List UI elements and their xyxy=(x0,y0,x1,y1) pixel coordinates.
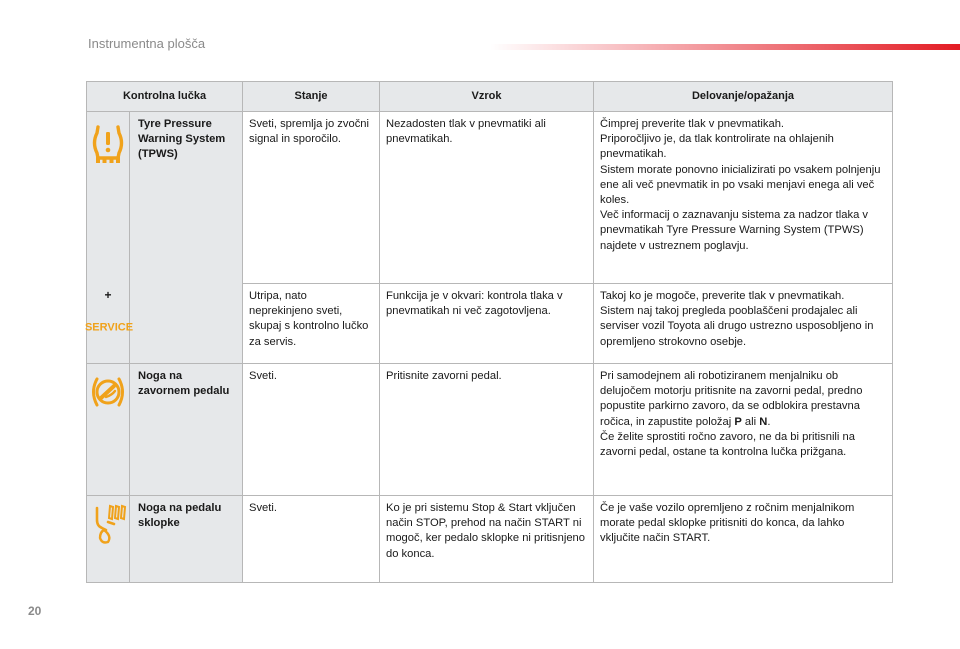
column-header-cause: Vzrok xyxy=(380,82,594,112)
page-number: 20 xyxy=(28,604,42,618)
tpws-action-2: Takoj ko je mogoče, preverite tlak v pnevmatikah. Sistem naj takoj pregleda pooblaščeni prodajalec ali serviser vozil Toyota ali drugo ustrezno usposobljeno in opremljeno strokovno osebje. xyxy=(594,284,893,364)
table-row xyxy=(87,112,893,284)
brake-action-dot: . xyxy=(767,415,771,428)
clutch-name: Noga na pedalu sklopke xyxy=(130,496,243,583)
brake-action xyxy=(594,364,893,496)
brake-action-text: Pri samodejnem ali robotiziranem menjalniku ob delujočem motorju pritisnite na zavorni pedal, predno popustite parkirno zavoro, da se odblokira prestavna ročica, in zapustite položaj xyxy=(600,370,863,428)
column-header-state: Stanje xyxy=(243,82,380,112)
brake-state: Sveti. xyxy=(243,364,380,496)
brake-icon-cell xyxy=(87,364,130,496)
clutch-action: Če je vaše vozilo opremljeno z ročnim menjalnikom morate pedal sklopke pritisniti do konca, da lahko vključite način START. xyxy=(594,496,893,583)
tpws-warning-icon xyxy=(89,121,127,165)
tpws-action-1: Čimprej preverite tlak v pnevmatikah. Priporočljivo je, da tlak kontrolirate na ohlajenih pnevmatikah. Sistem morate ponovno inicializirati po vsakem polnjenju ene ali več pnevmatik in po vsaki menjavi enega ali več koles. Več informacij o zaznavanju sistema za nadzor tlaka v pnevmatikah Tyre Pressure Warning System (TPWS) najdete v ustreznem poglavju. xyxy=(594,112,893,284)
column-header-light: Kontrolna lučka xyxy=(87,82,243,112)
tpws-cause-1: Nezadosten tlak v pnevmatiki ali pnevmatikah. xyxy=(380,112,594,284)
brake-action-ali: ali xyxy=(741,415,760,428)
table-row xyxy=(87,364,893,496)
clutch-icon-cell xyxy=(87,496,130,583)
warning-lights-table xyxy=(86,81,893,583)
brake-cause: Pritisnite zavorni pedal. xyxy=(380,364,594,496)
tpws-icon-cell xyxy=(84,112,134,364)
clutch-cause: Ko je pri sistemu Stop & Start vključen način STOP, prehod na način START ni mogoč, ker pedalo sklopke ni pritisnjeno do konca. xyxy=(380,496,594,583)
table-header-row xyxy=(87,82,893,112)
tpws-cause-2: Funkcija je v okvari: kontrola tlaka v pnevmatikah ni več zagotovljena. xyxy=(380,284,594,364)
svg-text:SERVICE: SERVICE xyxy=(84,321,134,334)
tpws-state-2: Utripa, nato neprekinjeno sveti, skupaj s kontrolno lučko za servis. xyxy=(243,284,380,364)
brake-name: Noga na zavornem pedalu xyxy=(130,364,243,496)
clutch-state: Sveti. xyxy=(243,496,380,583)
header-accent-bar xyxy=(490,44,960,50)
gear-p: P xyxy=(734,415,742,428)
tpws-name: Tyre Pressure Warning System (TPWS) xyxy=(130,112,243,364)
clutch-foot-icon xyxy=(88,502,128,546)
brake-foot-icon xyxy=(89,375,127,409)
column-header-action: Delovanje/opažanja xyxy=(594,82,893,112)
brake-action-note: Če želite sprostiti ročno zavoro, ne da bi pritisnili na zavorni pedal, ostane ta kontrolna lučka prižgana. xyxy=(600,430,855,459)
plus-sign: + xyxy=(104,288,112,302)
section-title: Instrumentna plošča xyxy=(88,36,206,51)
gear-n: N xyxy=(759,415,768,428)
service-icon xyxy=(84,319,134,334)
tpws-state-1: Sveti, spremlja jo zvočni signal in sporočilo. xyxy=(243,112,380,284)
table-row xyxy=(87,496,893,583)
